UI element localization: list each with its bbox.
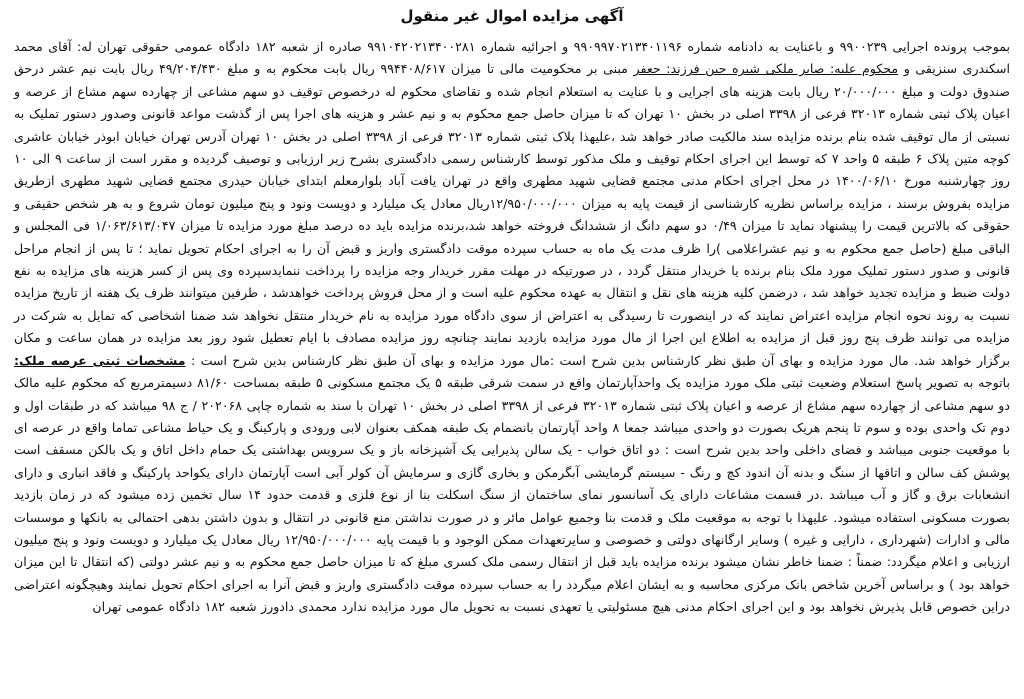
notice-title: آگهی مزایده اموال غیر منقول bbox=[400, 7, 624, 25]
underlined-party-text: محکوم علیه: صابر ملکی شیره جین فرزند: جعفر bbox=[633, 61, 899, 77]
notice-body bbox=[14, 36, 1010, 619]
notice-spec-text: باتوجه به تصویر پاسخ استعلام وضعیت ثبتی ملک مورد مزایده یک واحدآپارتمان واقع در سمت شرقی طبقه ۵ یک مجتمع مسکونی ۵ طبقه بمساحت ۸۱/۶۰ دسیمترمربع که محکوم علیه مالک دو سهم مشاعی از چهارده سهم مشاع از عرصه و اعیان پلاک ثبتی شماره ۳۲۰۱۳ فرعی از ۳۳۹۸ اصلی در بخش ۱۰ تهران با سند به شماره چاپی ۲۰۲۰۶۸ / ج ۹۸ میباشد که در طبقات اول و دوم تک واحدی بوده و سوم تا پنجم هریک بصورت دو واحدی میباشد جمعا ۸ واحد آپارتمان بانضمام یک طبقه همکف بعنوان لابی ورودی و پارکینگ و یک حیاط مشاعی تماما واقع در عرصه ای با موقعیت جنوبی میباشد و فضای داخلی واحد بدین شرح است : دو اتاق خواب - یک سالن پذیرایی یک آشپزخانه باز و یک سرویس بهداشتی یک حمام داخل اتاق و یک بالکن مسقف است پوشش کف سالن و اتاقها از سنگ و بدنه آن اندود کچ و رنگ - سیستم گرمایشی آبگرمکن و بخاری گازی و سرمایش آن کولر آبی است آپارتمان دارای یکواحد پارکینگ و فاقد انباری و دارای انشعابات برق و گاز و آب میباشد .در قسمت مشاعات دارای یک آسانسور نمای ساختمان از سنگ اسکلت بنا از نوع فلزی و قدمت حدود ۱۴ سال تخمین زده میشود که در زمان بازدید بصورت مسکونی استفاده میشود. علیهذا با توجه به موقعیت ملک و قدمت بنا وجمیع عوامل مائر و در صورت نداشتن منع قانونی در انتقال و بدون داشتن بدهی احتمالی به بانکها و موسسات مالی و ادارات (شهرداری ، دارایی و غیره ) وسایر ارگانهای دولتی و خصوصی و سایرتعهدات ممکن الوجود و با قیمت پایه ۱۲/۹۵۰/۰۰۰/۰۰۰ ریال معادل یک میلیارد و دویست ونود و پنج میلیون ارزیابی و اعلام میگردد: ضمناً : ضمنا خاطر نشان میشود برنده مزایده باید قبل از انتقال رسمی ملک کسری مبلغ که تا میزان حاصل جمع محکوم به و نیم عشر دولتی (که انتقال تا این میزان خواهد بود ) و براساس آخرین شاخص بانک مرکزی محاسبه و به ایشان اعلام میگردد را به حساب سپرده موقت دادگستری واریز و قبض آنرا به اجرای احکام تحویل نمایند وهیچگونه اعتراضی دراین خصوص قابل پذیرش نخواهد بود و این اجرای احکام مدنی هیچ مسئولیتی یا تعهدی نسبت به تحویل مال مورد مزایده ندارد محمدی دادورز شعبه ۱۸۲ دادگاه عمومی تهران bbox=[14, 375, 1010, 615]
spec-heading: مشخصات ثبتی عرصه ملک: bbox=[14, 352, 186, 368]
notice-main-text: مبنی بر محکومیت مالی تا میزان ۹۹۴۴۰۸/۶۱۷ ریال بابت محکوم به و مبلغ ۴۹/۲۰۴/۴۳۰ ریال بابت نیم عشر درحق صندوق دولت و مبلغ ۲۰/۰۰۰/۰۰۰ ریال بابت هزینه های اجرایی و با عنایت به استعلام انجام شده و تقاضای محکوم له درخصوص توقیف دو سهم مشاعی از چهارده سهم مشاع از عرصه و اعیان پلاک ثبتی شماره ۳۲۰۱۳ فرعی از ۳۳۹۸ اصلی در بخش ۱۰ تهران که تا میزان حاصل جمع محکوم به و نیم عشر و هزینه های اجرا پس از گذشت مواعد قانونی وصدور دستور تملیک به نسبتی از مال توقیف شده بنام برنده مزایده سند مالکیت صادر خواهد شد ،علیهذا پلاک ثبتی شماره ۳۲۰۱۳ فرعی از ۳۳۹۸ اصلی در بخش ۱۰ تهران آدرس تهران خیابان ابوذر خیابان عاشری کوچه متین پلاک ۶ طبقه ۵ واحد ۷ که توسط این اجرای احکام توقیف و ملک مذکور توسط کارشناس رسمی دادگستری بشرح زیر ارزیابی و توصیف گردیده و مقرر است از ساعت ۹ الی ۱۰ روز چهارشنبه مورخ ۱۴۰۰/۰۶/۱۰ در محل اجرای احکام مدنی مجتمع قضایی شهید مطهری واقع در تهران یافت آباد بلوارمعلم ابتدای خیابان حیدری مجتمع قضایی شهید مطهری ازطریق مزایده بفروش برسند ، مزایده براساس نظریه کارشناسی از قیمت پایه به میزان ۱۲/۹۵۰/۰۰۰/۰۰۰ریال معادل یک میلیارد و دویست ونود و پنج میلیون تومان شروع و به هر شخص حقیقی و حقوقی که بالاترین قیمت را پیشنهاد نماید تا میزان ۰/۴۹ دو سهم دانگ از ششدانگ فروخته خواهد شد،برنده مزایده باید ده درصد مبلغ مورد مزایده تا میزان ۱/۰۶۳/۶۱۳/۰۴۷ فی المجلس و الباقی مبلغ (حاصل جمع محکوم به و نیم عشراعلامی )را ظرف مدت یک ماه به حساب سپرده موقت دادگستری واریز و قبض آن را به اجرای احکام تحویل نماید ؛ تا پس از انجام مراحل قانونی و صدور دستور تملیک مورد ملک بنام برنده یا خریدار منتقل گردد ، در صورتیکه در مهلت مقرر خریدار وجه مزایده را پرداخت ننمایدسپرده وی پس از کسر هزینه های مزایده به نفع دولت ضبط و مزایده تجدید خواهد شد ، درضمن کلیه هزینه های نقل و انتقال به عهده محکوم علیه است و از محل فروش پرداخت خواهدشد ، طرفین میتوانند ظرف یک هفته از تاریخ مزایده نسبت به روند نحوه انجام مزایده اعتراض نمایند که در اینصورت تا رسیدگی به اعتراض از سوی دادگاه مورد مزایده به نام خریدار منتقل نخواهد شد ضمنا اشخاصی که تمایل به شرکت در مزایده می توانند ظرف پنج روز قبل از مزایده به اطلاع این اجرا از مال مورد مزایده بازدید نمایند چنانچه روز مزایده مصادف با ایام تعطیل شود روز بعد مزایده در همان ساعت و مکان برگزار خواهد شد. مال مورد مزایده و بهای آن طبق نظر کارشناس بدین شرح است :مال مورد مزایده و بهای آن طبق نظر کارشناس بدین شرح است : bbox=[14, 61, 1011, 368]
notice-intro-text: بموجب پرونده اجرایی ۹۹۰۰۲۳۹ و باعنایت به دادنامه شماره ۹۹۰۹۹۷۰۲۱۳۴۰۱۱۹۶ و اجرائیه شماره ۹۹۱۰۴۲۰۲۱۳۴۰۰۲۸۱ صادره از شعبه ۱۸۲ دادگاه عمومی حقوقی تهران له: آقای محمد اسکندری سنزیقی و bbox=[14, 39, 1011, 77]
